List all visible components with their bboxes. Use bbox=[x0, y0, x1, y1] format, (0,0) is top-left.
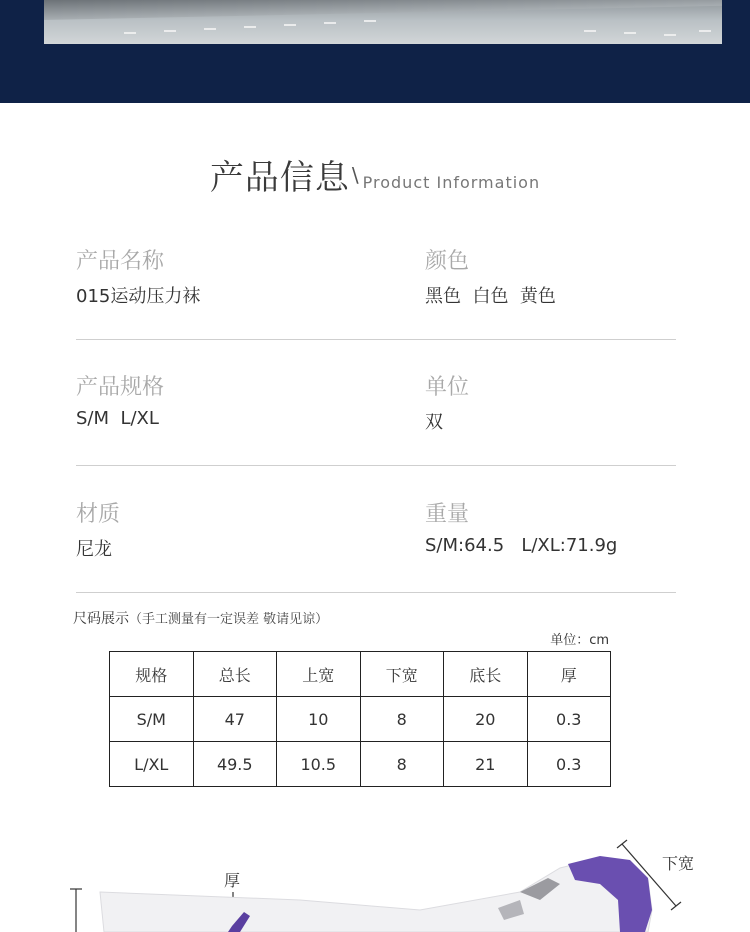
divider bbox=[76, 465, 676, 466]
table-header-row bbox=[110, 652, 611, 697]
table-cell: 0.3 bbox=[527, 742, 611, 787]
section-title-separator: \ bbox=[351, 162, 359, 187]
table-header-cell: 上宽 bbox=[277, 652, 361, 697]
size-chart-caption bbox=[73, 608, 328, 628]
divider bbox=[76, 592, 676, 593]
table-cell: 47 bbox=[193, 697, 277, 742]
table-row bbox=[110, 697, 611, 742]
product-photo-strip bbox=[44, 0, 722, 44]
size-chart-title: 尺码展示 bbox=[73, 611, 129, 627]
table-cell: 10.5 bbox=[277, 742, 361, 787]
table-header-cell: 底长 bbox=[444, 652, 528, 697]
material-label: 材质 bbox=[76, 502, 121, 527]
table-cell: S/M bbox=[110, 697, 194, 742]
section-title-cn: 产品信息 bbox=[209, 158, 350, 198]
table-cell: 20 bbox=[444, 697, 528, 742]
table-header-cell: 规格 bbox=[110, 652, 194, 697]
size-chart-unit: 单位：cm bbox=[550, 633, 609, 648]
sock-illustration bbox=[0, 800, 750, 932]
unit-label: 单位 bbox=[425, 375, 470, 400]
product-name-label: 产品名称 bbox=[76, 249, 165, 274]
unit-value: 双 bbox=[425, 412, 443, 433]
color-value: 黑色 白色 黄色 bbox=[425, 286, 556, 307]
table-cell: 21 bbox=[444, 742, 528, 787]
table-cell: 10 bbox=[277, 697, 361, 742]
table-cell: L/XL bbox=[110, 742, 194, 787]
divider bbox=[76, 339, 676, 340]
table-cell: 49.5 bbox=[193, 742, 277, 787]
table-cell: 0.3 bbox=[527, 697, 611, 742]
size-table bbox=[109, 651, 611, 787]
table-row bbox=[110, 742, 611, 787]
material-value: 尼龙 bbox=[76, 539, 112, 560]
table-header-cell: 厚 bbox=[527, 652, 611, 697]
section-title-en: Product Information bbox=[362, 173, 541, 192]
table-header-cell: 下宽 bbox=[360, 652, 444, 697]
product-name-value: 015运动压力袜 bbox=[76, 286, 201, 307]
section-title bbox=[0, 150, 750, 199]
product-spec-value: S/M L/XL bbox=[76, 408, 159, 429]
table-cell: 8 bbox=[360, 742, 444, 787]
sock-diagram bbox=[0, 800, 750, 932]
product-spec-label: 产品规格 bbox=[76, 375, 165, 400]
weight-value: S/M:64.5 L/XL:71.9g bbox=[425, 535, 618, 556]
size-chart-note: （手工测量有一定误差 敬请见谅） bbox=[129, 612, 329, 627]
thickness-label: 厚 bbox=[224, 871, 241, 890]
color-label: 颜色 bbox=[425, 249, 470, 274]
weight-label: 重量 bbox=[425, 502, 470, 527]
bottom-width-label: 下宽 bbox=[662, 854, 695, 873]
table-cell: 8 bbox=[360, 697, 444, 742]
table-header-cell: 总长 bbox=[193, 652, 277, 697]
top-banner bbox=[0, 0, 750, 103]
